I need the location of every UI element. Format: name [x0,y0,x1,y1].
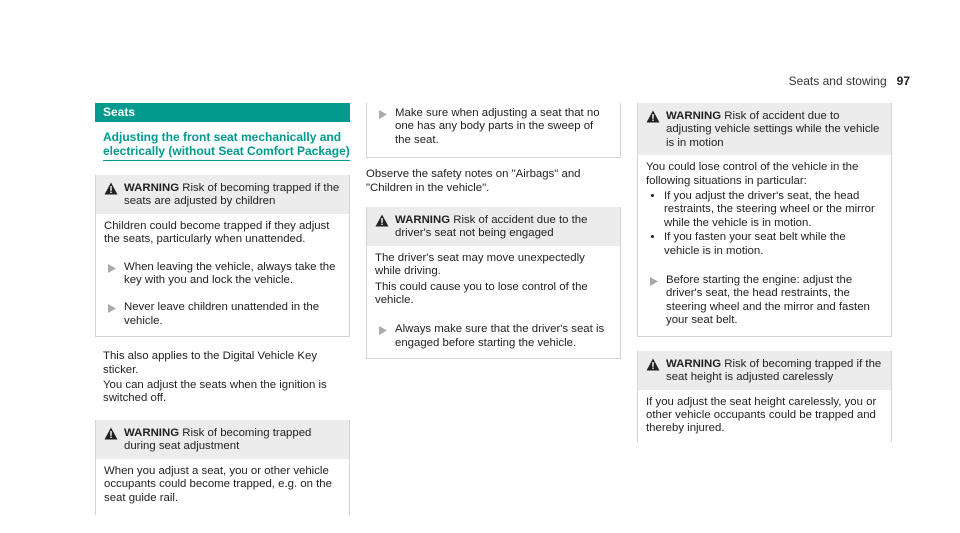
step-text: Always make sure that the driver's seat is engaged before starting the vehicle. [395,323,605,349]
warning-body-line: The driver's seat may move unexpectedly while driving. [375,251,585,278]
instruction-step [367,105,620,157]
page-header [789,74,910,88]
warning-label: WARNING [666,110,722,122]
section-title: Adjusting the front seat mechanically and electrically (without Seat Comfort Package) [103,130,350,161]
warning-text: Risk of becoming trapped during seat adjustment [124,426,312,453]
step-arrow-icon [379,326,387,335]
instruction-step [638,266,891,336]
section-bar: Seats [95,103,350,122]
step-text: When leaving the vehicle, always take the key with you and lock the vehicle. [124,260,336,287]
step-arrow-icon [650,277,658,286]
warning-body-line: This could cause you to lose control of the vehicle. [375,280,588,307]
list-item: • If you adjust the driver's seat, the head restraints, the steering wheel or the mirror while the vehicle is in motion. [664,190,883,230]
section-name: Seats and stowing [788,74,887,88]
instruction-step [96,293,349,336]
warning-text: Risk of becoming trapped if the seats are adjusted by children [124,182,340,208]
warning-triangle-icon [104,182,118,195]
warning-text: Risk of accident due to adjusting vehicle settings while the vehicle is in motion [666,110,880,149]
warning-triangle-icon [375,214,389,227]
continued-step-box [366,103,621,158]
list-item: • If you fasten your seat belt while the vehicle is in motion. [664,231,883,258]
warning-box-seat-engaged [366,207,621,359]
warning-header [367,207,620,246]
warning-label: WARNING [124,426,180,439]
warning-header [96,420,349,459]
step-text: Make sure when adjusting a seat that no one has any body parts in the sweep of the seat. [395,107,600,146]
warning-label: WARNING [124,182,180,194]
paragraph: This also applies to the Digital Vehicle Key sticker. [103,350,318,376]
warning-header [638,103,891,155]
warning-triangle-icon [646,358,660,371]
instruction-step [96,253,349,294]
step-arrow-icon [108,304,116,313]
warning-body [638,155,891,266]
warning-header [638,351,891,390]
warning-body: When you adjust a seat, you or other vehicle occupants could become trapped, e.g. on the seat guide rail. [104,464,332,504]
warning-body [367,246,620,316]
warning-text: Risk of accident due to the driver's seat not being engaged [395,214,588,240]
step-arrow-icon [108,264,116,273]
warning-triangle-icon [646,110,660,123]
warning-triangle-icon [104,427,118,440]
step-text: Before starting the engine: adjust the driver's seat, the head restraints, the steering wheel and the mirror and fasten your seat belt. [666,274,870,327]
column-2 [366,103,621,359]
paragraph: Observe the safety notes on "Airbags" and "Children in the vehicle". [366,168,581,194]
instruction-step [367,315,620,358]
warning-label: WARNING [666,357,722,370]
column-3 [637,103,892,442]
warning-text: Risk of becoming trapped if the seat height is adjusted carelessly [666,357,882,384]
warning-body: If you adjust the seat height carelessly, you or other vehicle occupants could be trapped and thereby injured. [646,395,877,435]
paragraph: You can adjust the seats when the ignition is switched off. [103,379,327,405]
warning-box-children [95,175,350,337]
warning-body-line: You could lose control of the vehicle in the following situations in particular: [646,161,859,187]
warning-box-motion [637,103,892,337]
page-number: 97 [896,74,910,88]
warning-label: WARNING [395,214,451,227]
warning-header [96,175,349,214]
warning-body: Children could become trapped if they adjust the seats, particularly when unattended. [104,219,330,246]
warning-box-seat-height [637,351,892,442]
column-1 [95,103,350,515]
step-text: Never leave children unattended in the vehicle. [124,301,320,327]
bullet-list [646,190,883,258]
warning-box-trapped [95,420,350,515]
step-arrow-icon [379,110,387,119]
